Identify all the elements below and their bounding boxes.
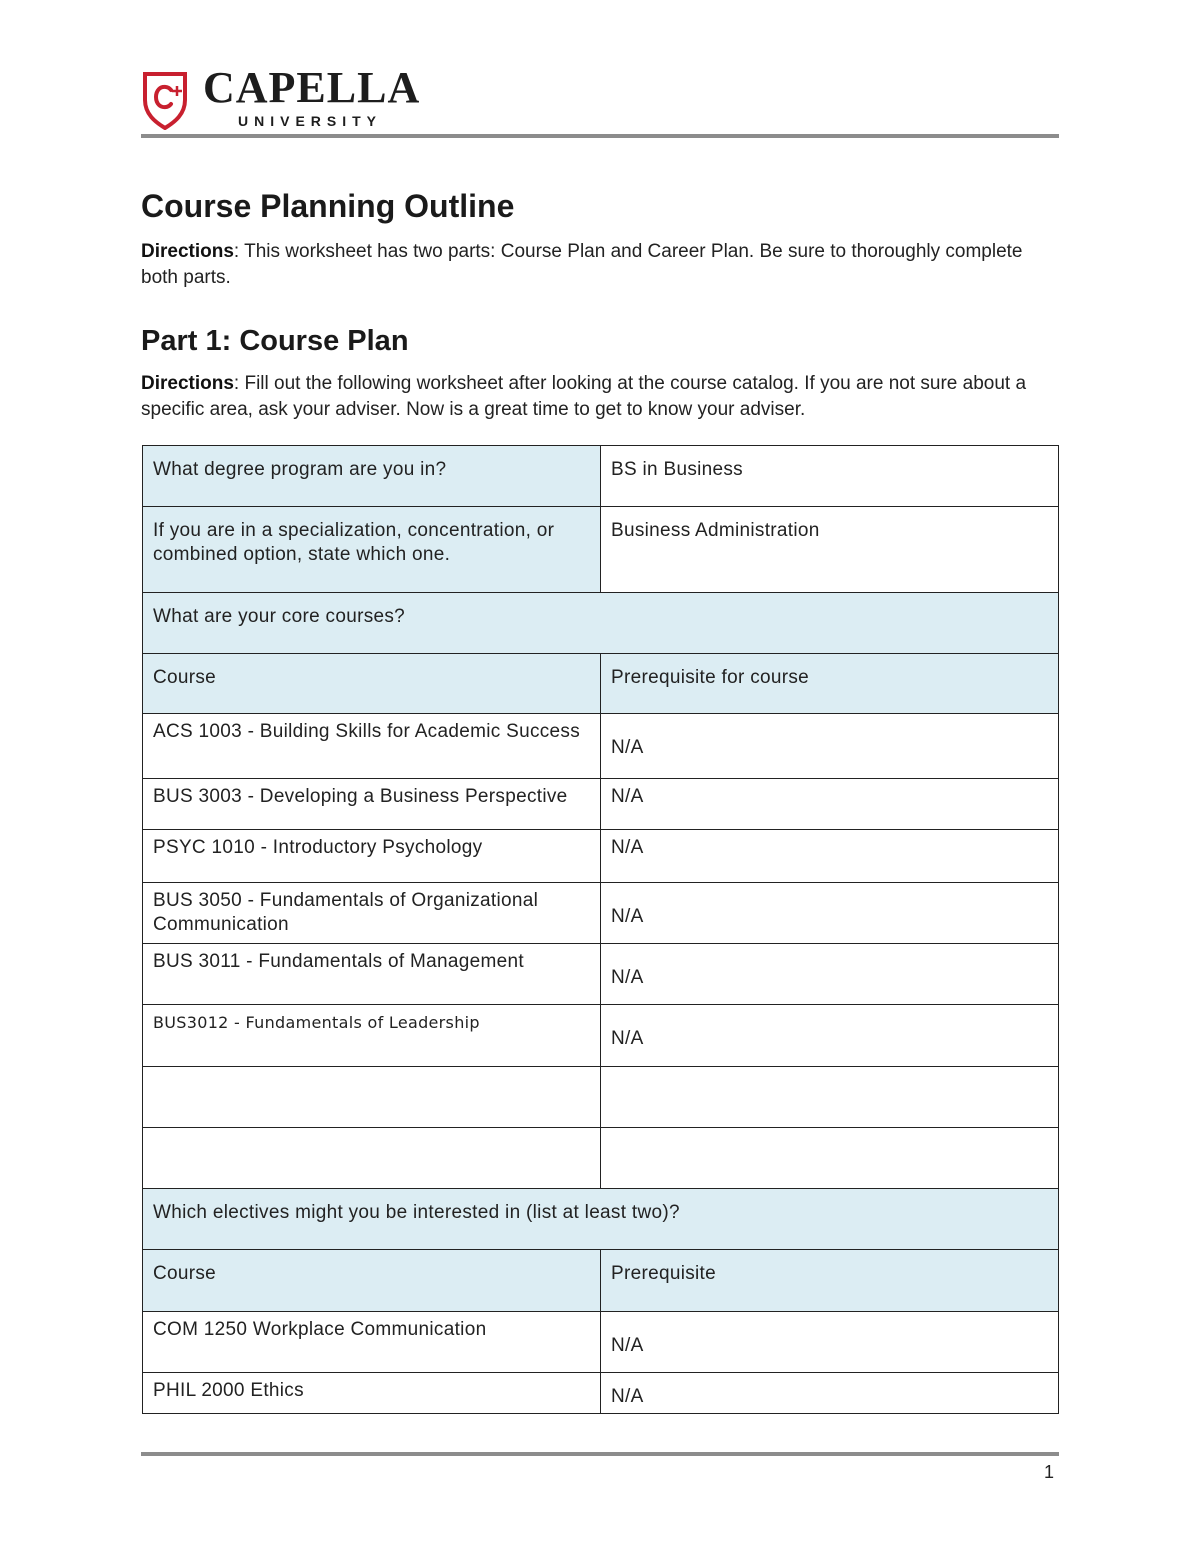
table-row [143,714,1059,779]
footer-divider [141,1452,1059,1456]
table-row [143,507,1059,593]
core-course-cell[interactable]: BUS 3003 - Developing a Business Perspective [143,779,601,830]
core-prereq-cell[interactable] [601,1128,1059,1189]
part1-directions [141,371,1059,423]
page-title: Course Planning Outline [141,188,515,224]
specialization-question: If you are in a specialization, concentration, or combined option, state which one. [143,507,601,593]
elective-course-cell[interactable]: COM 1250 Workplace Communication [143,1312,601,1373]
core-prereq-cell[interactable]: N/A [601,883,1059,944]
table-row [143,1250,1059,1312]
table-row [143,779,1059,830]
core-course-cell[interactable]: BUS 3011 - Fundamentals of Management [143,944,601,1005]
elective-prereq-cell[interactable]: N/A [601,1373,1059,1414]
core-prereq-cell[interactable]: N/A [601,1005,1059,1067]
brand-subtext: UNIVERSITY [238,113,383,129]
table-row [143,1067,1059,1128]
elective-prereq-cell[interactable]: N/A [601,1312,1059,1373]
page-header [141,63,1059,136]
core-header-course: Course [143,654,601,714]
table-row [143,830,1059,883]
intro-directions-text: : This worksheet has two parts: Course Plan and Career Plan. Be sure to thoroughly complete both parts. [141,241,1023,288]
header-divider [141,134,1059,138]
core-prereq-cell[interactable]: N/A [601,830,1059,883]
electives-question: Which electives might you be interested in (list at least two)? [143,1189,1059,1250]
table-row [143,944,1059,1005]
core-course-cell[interactable]: PSYC 1010 - Introductory Psychology [143,830,601,883]
part1-directions-text: : Fill out the following worksheet after looking at the course catalog. If you are not sure about a specific area, ask your adviser. Now is a great time to get to know your adviser. [141,373,1027,420]
table-row [143,654,1059,714]
core-prereq-cell[interactable] [601,1067,1059,1128]
core-course-cell[interactable]: ACS 1003 - Building Skills for Academic Success [143,714,601,779]
core-courses-question: What are your core courses? [143,593,1059,654]
table-row [143,1189,1059,1250]
core-course-cell[interactable] [143,1128,601,1189]
intro-directions [141,239,1059,291]
degree-answer[interactable]: BS in Business [601,446,1059,507]
table-row [143,883,1059,944]
part1-directions-label: Directions [141,373,234,394]
core-prereq-cell[interactable]: N/A [601,779,1059,830]
brand-name: CAPELLA [203,63,421,112]
elective-course-cell[interactable]: PHIL 2000 Ethics [143,1373,601,1414]
electives-header-course: Course [143,1250,601,1312]
table-row [143,446,1059,507]
core-prereq-cell[interactable]: N/A [601,944,1059,1005]
intro-directions-label: Directions [141,241,234,262]
table-row [143,1005,1059,1067]
table-row [143,1373,1059,1414]
part1-title: Part 1: Course Plan [141,325,409,357]
core-prereq-cell[interactable]: N/A [601,714,1059,779]
table-row [143,593,1059,654]
course-plan-table [142,445,1059,1414]
page-number: 1 [1044,1462,1055,1482]
electives-header-prereq: Prerequisite [601,1250,1059,1312]
degree-question: What degree program are you in? [143,446,601,507]
core-course-cell[interactable] [143,1067,601,1128]
capella-shield-logo-icon [141,70,189,130]
core-course-cell[interactable]: BUS3012 - Fundamentals of Leadership [143,1005,601,1067]
core-header-prereq: Prerequisite for course [601,654,1059,714]
table-row [143,1128,1059,1189]
table-row [143,1312,1059,1373]
specialization-answer[interactable]: Business Administration [601,507,1059,593]
core-course-cell[interactable]: BUS 3050 - Fundamentals of Organizational Communication [143,883,601,944]
